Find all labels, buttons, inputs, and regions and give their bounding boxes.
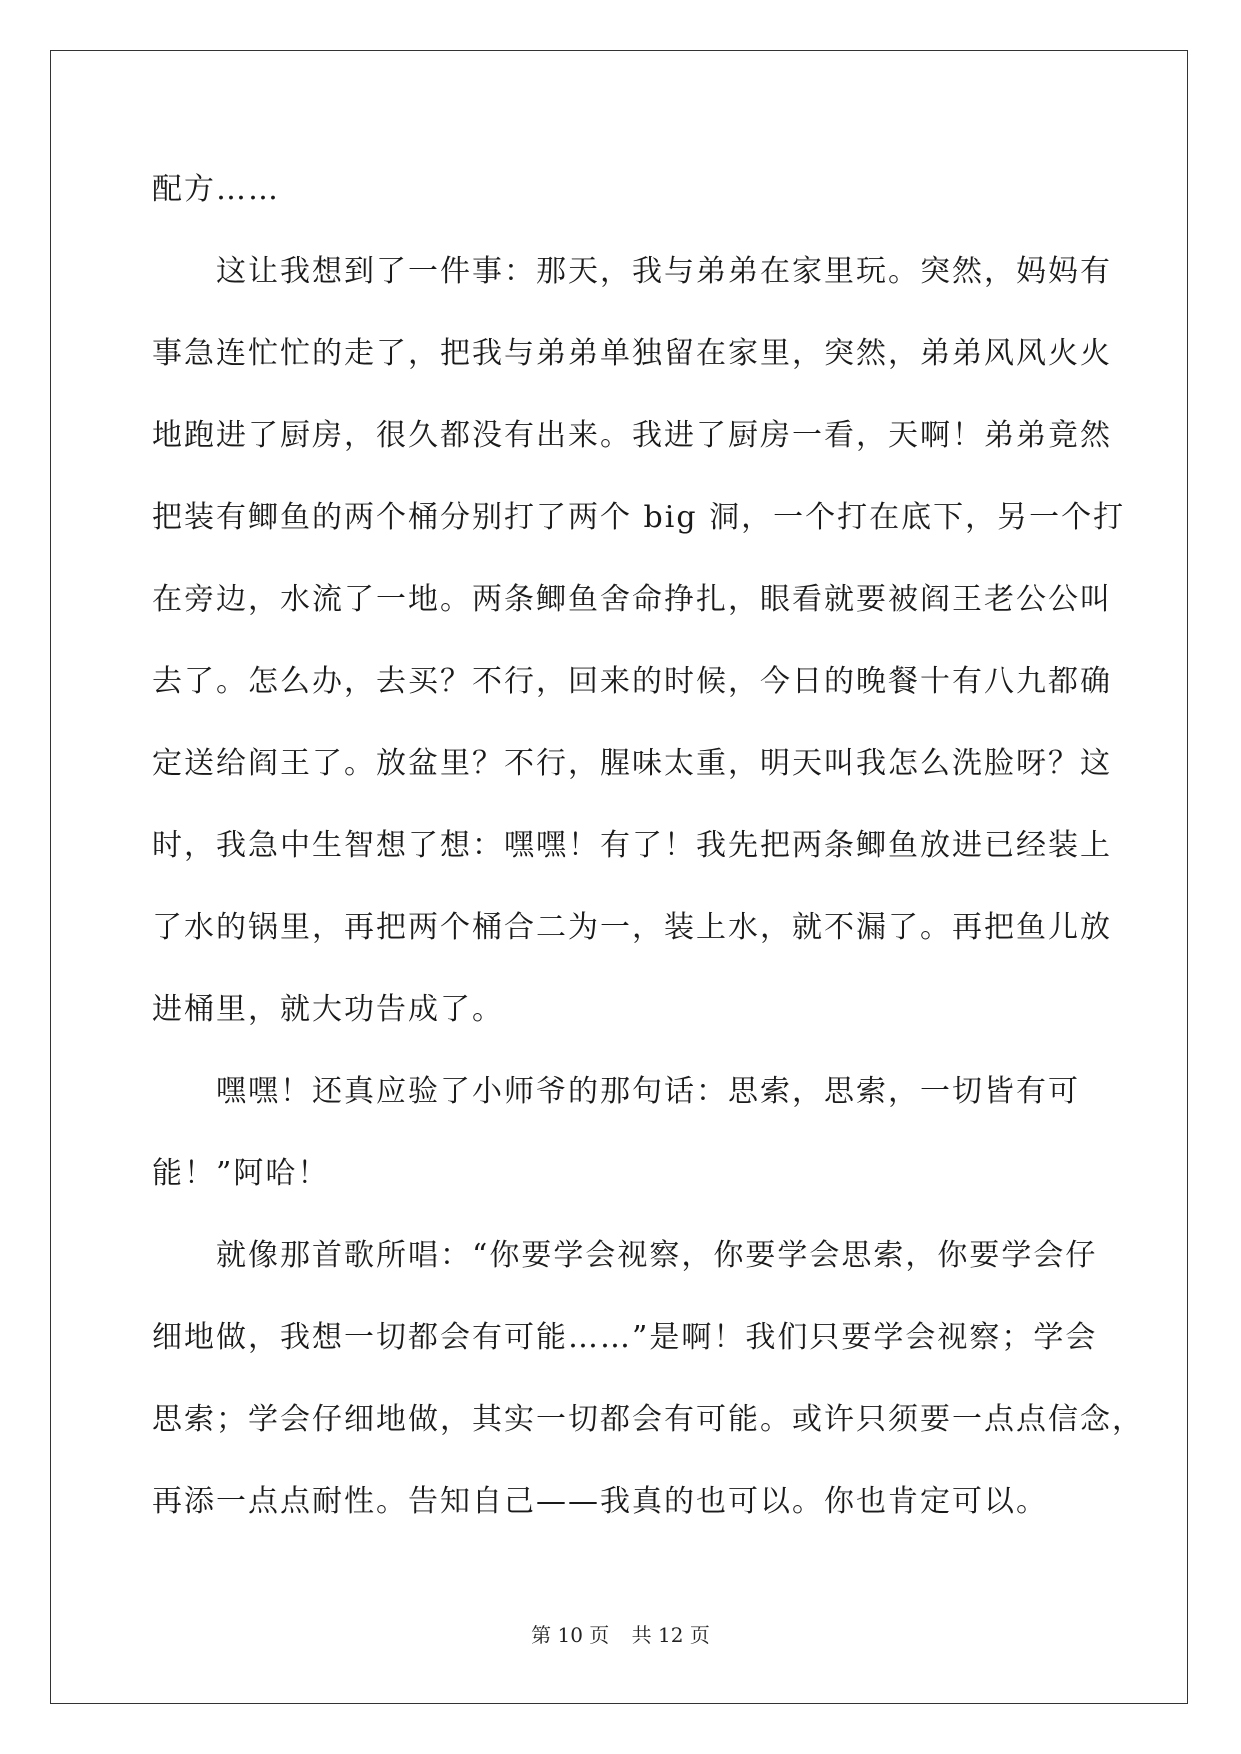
document-body	[152, 160, 1144, 1554]
text-line: 配方……	[152, 172, 280, 207]
text-line: 这让我想到了一件事：那天，我与弟弟在家里玩。突然，妈妈有	[152, 254, 1112, 289]
page-number: 第 10 页	[531, 1623, 610, 1647]
text-line: 去了。怎么办，去买？不行，回来的时候，今日的晚餐十有八九都确	[152, 664, 1112, 699]
text-line: 了水的锅里，再把两个桶合二为一，装上水，就不漏了。再把鱼儿放	[152, 910, 1112, 945]
text-line: 把装有鲫鱼的两个桶分别打了两个 big 洞，一个打在底下，另一个打	[152, 500, 1126, 535]
text-line: 再添一点点耐性。告知自己——我真的也可以。你也肯定可以。	[152, 1484, 1048, 1519]
text-line: 事急连忙忙的走了，把我与弟弟单独留在家里，突然，弟弟风风火火	[152, 336, 1112, 371]
page-total: 共 12 页	[631, 1623, 710, 1647]
text-line: 细地做，我想一切都会有可能……”是啊！我们只要学会视察；学会	[152, 1320, 1098, 1355]
page-footer	[0, 1619, 1241, 1648]
text-line: 地跑进了厨房，很久都没有出来。我进了厨房一看，天啊！弟弟竟然	[152, 418, 1112, 453]
text-line: 时，我急中生智想了想：嘿嘿！有了！我先把两条鲫鱼放进已经装上	[152, 828, 1112, 863]
text-line: 思索；学会仔细地做，其实一切都会有可能。或许只须要一点点信念，	[152, 1402, 1144, 1437]
text-line: 嘿嘿！还真应验了小师爷的那句话：思索，思索，一切皆有可	[152, 1074, 1080, 1109]
text-line: 在旁边，水流了一地。两条鲫鱼舍命挣扎，眼看就要被阎王老公公叫	[152, 582, 1112, 617]
text-line: 进桶里，就大功告成了。	[152, 992, 504, 1027]
text-line: 能！”阿哈！	[152, 1156, 330, 1191]
text-line: 定送给阎王了。放盆里？不行，腥味太重，明天叫我怎么洗脸呀？这	[152, 746, 1112, 781]
text-line: 就像那首歌所唱：“你要学会视察，你要学会思索，你要学会仔	[152, 1238, 1098, 1273]
